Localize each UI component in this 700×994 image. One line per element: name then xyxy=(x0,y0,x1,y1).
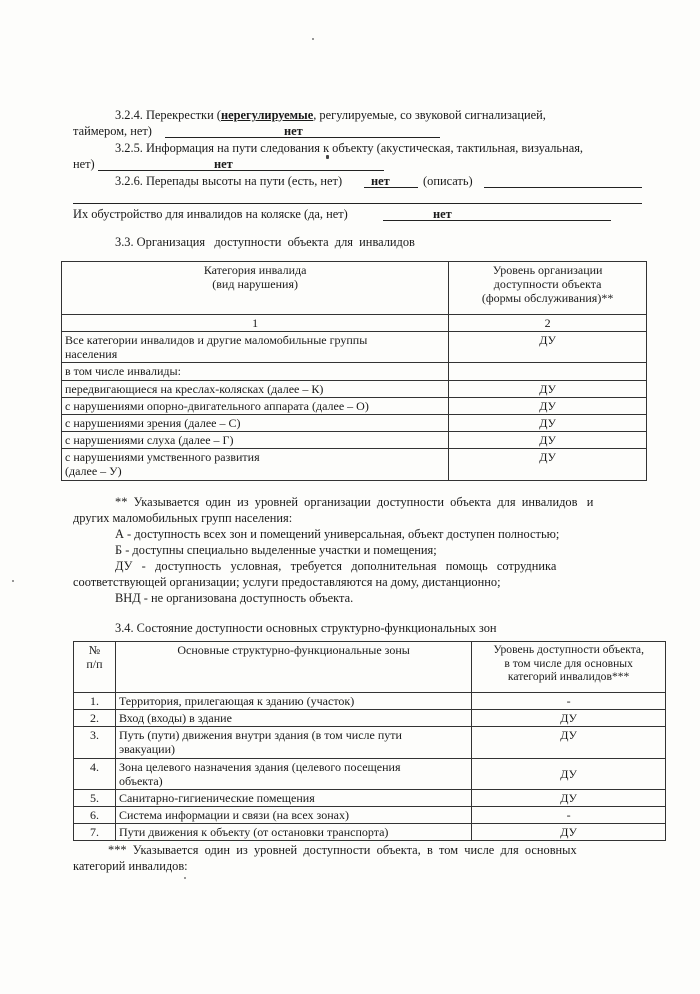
level-cell: ДУ xyxy=(449,380,647,397)
note-3-4-line2: категорий инвалидов: xyxy=(73,859,188,873)
zone-cell: Зона целевого назначения здания (целевого посещения объекта) xyxy=(115,758,471,789)
item-3-2-5-line2: нет) xyxy=(73,157,95,171)
zone-cell: Система информации и связи (на всех зонах) xyxy=(115,807,471,824)
scan-speck xyxy=(326,155,329,159)
answer-underline xyxy=(383,220,611,221)
note-level-a: А - доступность всех зон и помещений универсальная, объект доступен полностью; xyxy=(115,527,560,541)
category-cell: с нарушениями слуха (далее – Г) xyxy=(62,432,449,449)
level-cell: ДУ xyxy=(449,397,647,414)
header-number: № п/п xyxy=(74,642,116,693)
row-number-cell: 1. xyxy=(74,693,116,710)
table-row xyxy=(62,414,647,431)
wheelchair-item: Их обустройство для инвалидов на коляске (да, нет) xyxy=(73,207,348,221)
header-level: Уровень доступности объекта, в том числе для основных категорий инвалидов*** xyxy=(472,642,666,693)
table-row xyxy=(74,789,666,806)
category-cell: с нарушениями опорно-двигательного аппарата (далее – О) xyxy=(62,397,449,414)
accessibility-organization-table xyxy=(61,261,647,481)
item-3-2-4-line2-text: таймером, нет) xyxy=(73,124,152,138)
table-row xyxy=(62,332,647,363)
table-row xyxy=(62,397,647,414)
wheelchair-answer: нет xyxy=(433,207,452,221)
row-number-cell: 5. xyxy=(74,789,116,806)
note-3-3-line1: ** Указывается один из уровней организации доступности объекта для инвалидов и xyxy=(115,495,594,509)
level-cell: ДУ xyxy=(472,727,666,758)
item-3-2-4-rest: , регулируемые, со звуковой сигнализацией, xyxy=(313,108,546,122)
note-level-vnd: ВНД - не организована доступность объекта. xyxy=(115,591,354,605)
item-3-2-4-line2 xyxy=(73,123,152,139)
row-number-cell: 7. xyxy=(74,824,116,841)
table-row xyxy=(74,824,666,841)
item-3-2-4-prefix: 3.2.4. Перекрестки ( xyxy=(115,108,221,122)
table-row xyxy=(74,727,666,758)
header-category: Категория инвалида (вид нарушения) xyxy=(62,262,449,315)
level-cell: - xyxy=(472,807,666,824)
row-number-cell: 6. xyxy=(74,807,116,824)
level-cell: - xyxy=(472,693,666,710)
section-3-4-title: 3.4. Состояние доступности основных структурно-функциональных зон xyxy=(115,621,497,635)
table-row xyxy=(62,363,647,380)
row-number-cell: 3. xyxy=(74,727,116,758)
note-level-du: ДУ - доступность условная, требуется дополнительная помощь сотрудника xyxy=(115,559,557,573)
row-number-cell: 2. xyxy=(74,710,116,727)
table-number-row xyxy=(62,315,647,332)
row-number-cell: 4. xyxy=(74,758,116,789)
level-cell: ДУ xyxy=(449,449,647,480)
table-header-row xyxy=(62,262,647,315)
zone-cell: Территория, прилегающая к зданию (участок) xyxy=(115,693,471,710)
answer-underline xyxy=(73,203,642,204)
scan-speck xyxy=(312,38,314,40)
item-3-2-6-text: 3.2.6. Перепады высоты на пути (есть, нет) xyxy=(115,174,343,188)
note-level-du-line2: соответствующей организации; услуги предоставляются на дому, дистанционно; xyxy=(73,575,501,589)
level-cell: ДУ xyxy=(472,824,666,841)
level-cell: ДУ xyxy=(472,789,666,806)
answer-underline xyxy=(484,187,642,188)
level-cell: ДУ xyxy=(449,332,647,363)
table-row xyxy=(74,710,666,727)
item-3-2-4-answer: нет xyxy=(284,124,303,138)
zones-accessibility-table xyxy=(73,641,666,841)
level-cell xyxy=(449,363,647,380)
item-3-2-6-tail: (описать) xyxy=(423,174,473,188)
item-3-2-6 xyxy=(115,173,342,189)
column-number: 2 xyxy=(449,315,647,332)
table-row xyxy=(74,693,666,710)
answer-underline xyxy=(98,170,384,171)
table-row xyxy=(62,432,647,449)
zone-cell: Пути движения к объекту (от остановки транспорта) xyxy=(115,824,471,841)
table-row xyxy=(74,758,666,789)
note-3-3-line2: других маломобильных групп населения: xyxy=(73,511,293,525)
item-3-2-5-answer: нет xyxy=(214,157,233,171)
level-cell: ДУ xyxy=(472,758,666,789)
column-number: 1 xyxy=(62,315,449,332)
header-level: Уровень организации доступности объекта (формы обслуживания)** xyxy=(449,262,647,315)
header-zone: Основные структурно-функциональные зоны xyxy=(115,642,471,693)
zone-cell: Санитарно-гигиенические помещения xyxy=(115,789,471,806)
table-row xyxy=(74,807,666,824)
category-cell: передвигающиеся на креслах-колясках (далее – К) xyxy=(62,380,449,397)
category-cell: Все категории инвалидов и другие маломобильные группы населения xyxy=(62,332,449,363)
table-row xyxy=(62,380,647,397)
item-3-2-4 xyxy=(115,107,645,123)
zone-cell: Путь (пути) движения внутри здания (в том числе пути эвакуации) xyxy=(115,727,471,758)
item-3-2-5: 3.2.5. Информация на пути следования к объекту (акустическая, тактильная, визуальная, xyxy=(115,141,583,155)
table-header-row xyxy=(74,642,666,693)
item-3-2-4-selected: нерегулируемые xyxy=(220,108,314,122)
category-cell: в том числе инвалиды: xyxy=(62,363,449,380)
note-level-b: Б - доступны специально выделенные участки и помещения; xyxy=(115,543,437,557)
category-cell: с нарушениями умственного развития (далее – У) xyxy=(62,449,449,480)
level-cell: ДУ xyxy=(449,414,647,431)
level-cell: ДУ xyxy=(449,432,647,449)
scan-speck xyxy=(12,580,14,582)
zone-cell: Вход (входы) в здание xyxy=(115,710,471,727)
scan-speck xyxy=(184,877,186,879)
table-row xyxy=(62,449,647,480)
level-cell: ДУ xyxy=(472,710,666,727)
section-3-3-title: 3.3. Организация доступности объекта для инвалидов xyxy=(115,235,415,249)
item-3-2-6-answer: нет xyxy=(371,174,390,188)
category-cell: с нарушениями зрения (далее – С) xyxy=(62,414,449,431)
note-3-4-line1: *** Указывается один из уровней доступности объекта, в том числе для основных xyxy=(108,843,577,857)
